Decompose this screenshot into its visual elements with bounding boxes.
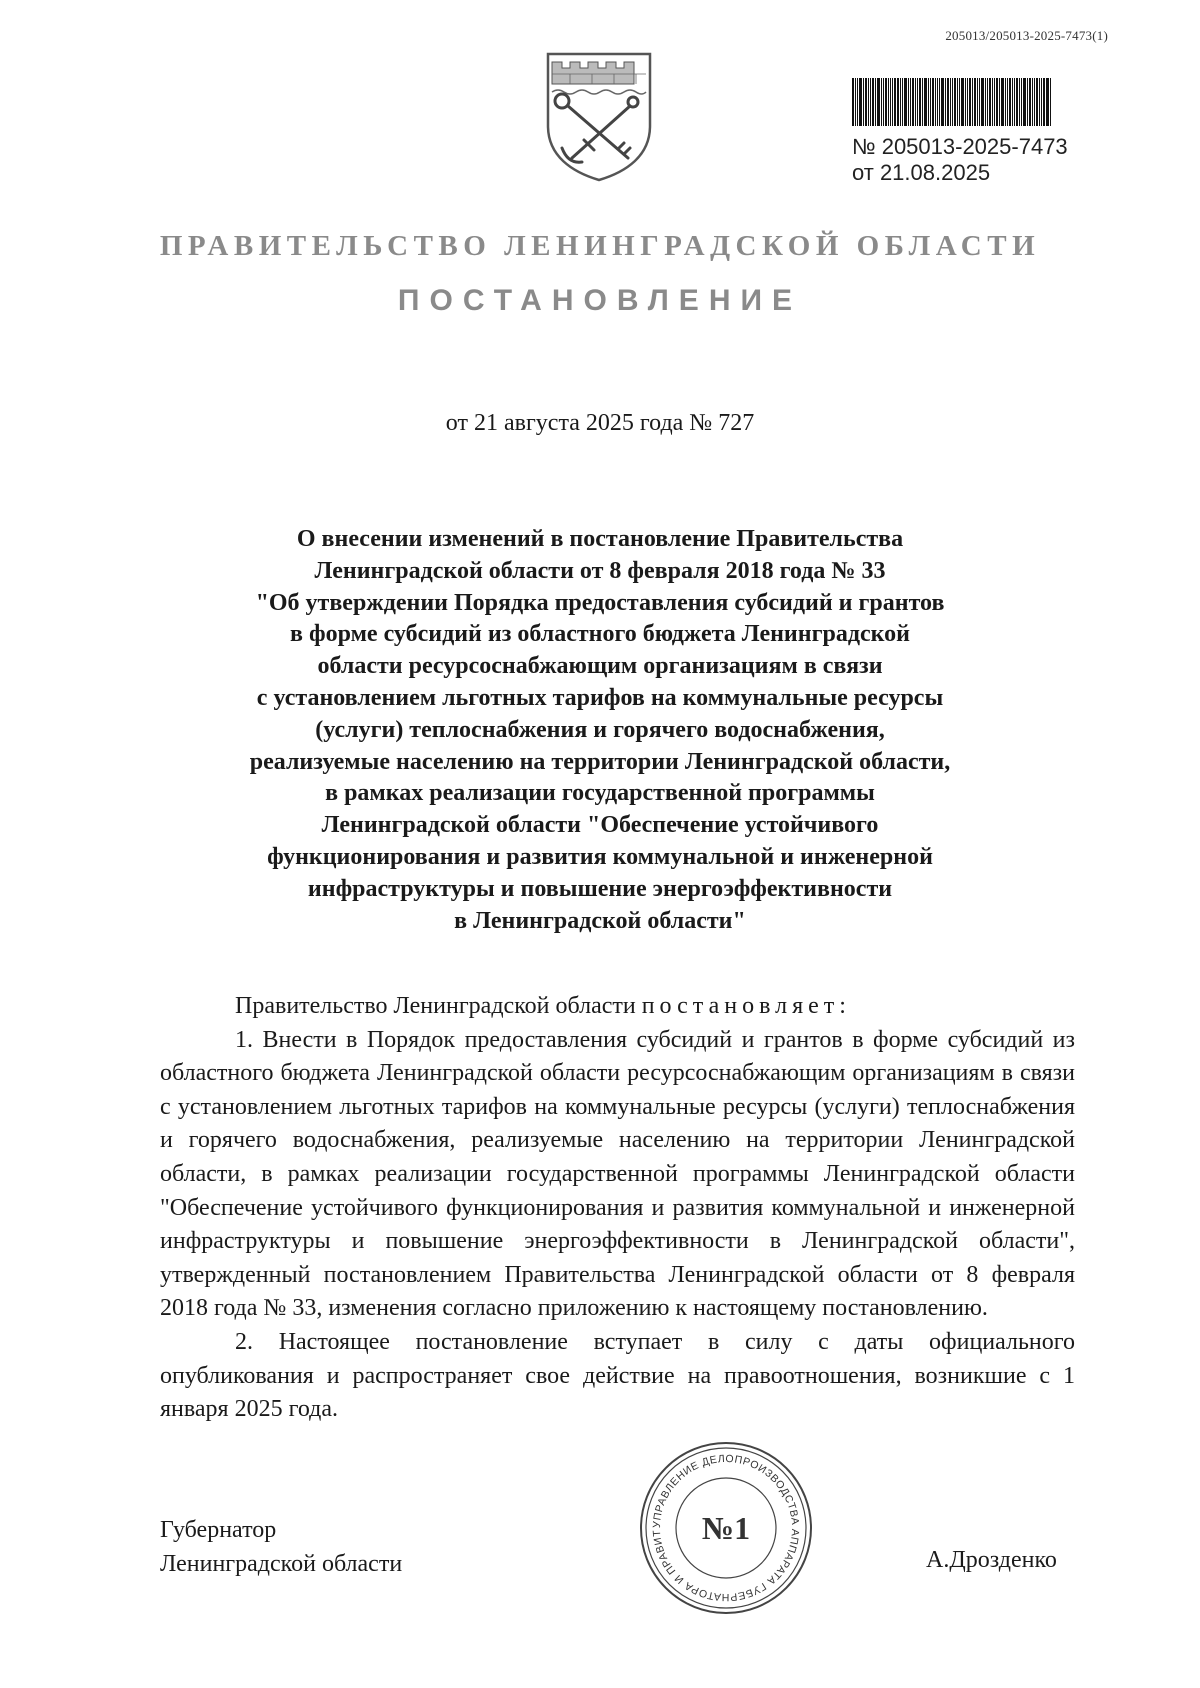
barcode-bar <box>941 78 944 126</box>
barcode-bar <box>967 78 968 126</box>
barcode-bar <box>1001 78 1004 126</box>
barcode-bar <box>1009 78 1011 126</box>
barcode-bar <box>981 78 984 126</box>
point-1: 1. Внести в Порядок предоставления субсидий и грантов в форме субсидий из областного бюджета Ленинградской области ресурсоснабжающим организациям в связи с установлением льготных тарифов на коммунальные ресурсы (услуги) теплоснабжения и горячего водоснабжения, реализуемые населению на территории Ленинградской области, в рамках реализации государственной программы Ленинградской области "Обеспечение устойчивого функционирования и развития коммунальной и инженерной инфраструктуры и повышение энергоэффективности в Ленинградской области", утвержденный постановлением Правительства Ленинградской области от 8 февраля 2018 года № 33, изменения согласно приложению к настоящему постановлению. <box>160 1026 1075 1322</box>
subject-line: в Ленинградской области" <box>454 907 746 934</box>
barcode-bar <box>900 78 901 126</box>
barcode-bar <box>924 78 927 126</box>
barcode-bar <box>996 78 998 126</box>
barcode-bar <box>875 78 876 126</box>
barcode-bar <box>1021 78 1022 126</box>
subject-line: О внесении изменений в постановление Правительства <box>296 526 904 552</box>
document-code: 205013/205013-2025-7473(1) <box>945 28 1108 43</box>
barcode-bar <box>1032 78 1033 126</box>
barcode-bar <box>979 78 980 126</box>
document-kind: ПОСТАНОВЛЕНИЕ <box>397 284 803 317</box>
barcode-bar <box>855 78 856 126</box>
barcode-bar <box>999 78 1000 126</box>
subject-line: (услуги) теплоснабжения и горячего водоснабжения, <box>315 716 885 743</box>
seal-center-number: №1 <box>701 1510 751 1546</box>
barcode-bar <box>857 78 858 126</box>
signatory-position <box>160 1513 402 1581</box>
barcode-bar <box>932 78 934 126</box>
barcode-bar <box>868 78 869 126</box>
barcode-bar <box>877 78 880 126</box>
barcode-bar <box>969 78 971 126</box>
barcode-bar <box>908 78 909 126</box>
barcode-bar <box>992 78 993 126</box>
subject-line: с установлением льготных тарифов на коммунальные ресурсы <box>256 684 944 711</box>
subject-line: области ресурсоснабжающим организациям в связи <box>317 653 883 680</box>
registration-number: № 205013-2025-7473 <box>852 134 1068 159</box>
barcode-bar <box>935 78 936 126</box>
barcode-bar <box>950 78 951 126</box>
barcode-bar <box>1041 78 1042 126</box>
barcode-bar <box>965 78 966 126</box>
barcode-bar <box>894 78 896 126</box>
barcode-bar <box>1007 78 1008 126</box>
barcode-bar <box>902 78 903 126</box>
barcode-bar <box>1023 78 1026 126</box>
position-line: Губернатор <box>160 1517 277 1543</box>
barcode-bar <box>1050 78 1051 126</box>
barcode-bar <box>915 78 916 126</box>
barcode-bar <box>945 78 946 126</box>
point-2: 2. Настоящее постановление вступает в силу с даты официального опубликования и распространяет свое действие на правоотношения, возникшие с 1 января 2025 года. <box>160 1328 1075 1423</box>
barcode-bar <box>910 78 911 126</box>
barcode-bar <box>1034 78 1035 126</box>
barcode-bar <box>897 78 899 126</box>
barcode-bar <box>947 78 949 126</box>
barcode-bar <box>1039 78 1040 126</box>
subject-line: в рамках реализации государственной программы <box>325 780 875 807</box>
barcode-bar <box>883 78 884 126</box>
barcode-bar <box>1043 78 1045 126</box>
subject-line: инфраструктуры и повышение энергоэффективности <box>307 875 893 902</box>
barcode-bar <box>937 78 938 126</box>
decree-verb: постановляет: <box>641 993 851 1019</box>
barcode-bar <box>930 78 931 126</box>
subject-line: функционирования и развития коммунальной и инженерной <box>267 843 933 870</box>
decree-lead: Правительство Ленинградской области <box>235 993 636 1019</box>
position-line: Ленинградской области <box>160 1551 403 1577</box>
barcode-bar <box>1016 78 1018 126</box>
barcode-bar <box>890 78 891 126</box>
resolution-body <box>160 990 1075 1427</box>
barcode-bar <box>912 78 914 126</box>
signatory-name: А.Дрозденко <box>926 1547 1057 1573</box>
barcode-bar <box>939 78 940 126</box>
subject-line: Ленинградской области от 8 февраля 2018 года № 33 <box>314 557 886 584</box>
barcode-bar <box>872 78 874 126</box>
barcode-bar <box>922 78 923 126</box>
barcode-bar <box>917 78 918 126</box>
barcode-bar <box>985 78 986 126</box>
barcode-bar <box>974 78 976 126</box>
barcode-bar <box>954 78 956 126</box>
barcode-bar <box>928 78 929 126</box>
barcode-bar <box>959 78 960 126</box>
subject-line: в форме субсидий из областного бюджета Ленинградской <box>290 621 910 648</box>
barcode-bar <box>961 78 964 126</box>
decree-line <box>160 990 1075 1024</box>
barcode-icon <box>852 78 1090 126</box>
barcode-bar <box>1027 78 1028 126</box>
seal-ring-text: УПРАВЛЕНИЕ ДЕЛОПРОИЗВОДСТВА АППАРАТА ГУБЕРНАТОРА И ПРАВИТ <box>650 1452 802 1604</box>
barcode-bar <box>892 78 893 126</box>
barcode-bar <box>977 78 978 126</box>
registration-date: от 21.08.2025 <box>852 160 991 185</box>
coat-of-arms-icon <box>540 48 658 184</box>
barcode-bar <box>888 78 889 126</box>
resolution-date-number: от 21 августа 2025 года № 727 <box>445 410 755 436</box>
barcode-bar <box>859 78 862 126</box>
subject-line: Ленинградской области "Обеспечение устойчивого <box>321 812 879 839</box>
barcode-bar <box>870 78 871 126</box>
barcode-bar <box>852 78 854 126</box>
barcode-bar <box>1036 78 1038 126</box>
registration-block <box>852 78 1090 186</box>
barcode-bar <box>994 78 995 126</box>
barcode-bar <box>863 78 864 126</box>
subject-line: реализуемые населению на территории Ленинградской области, <box>249 748 951 775</box>
resolution-subject <box>220 524 980 937</box>
barcode-bar <box>952 78 953 126</box>
barcode-bar <box>904 78 907 126</box>
barcode-bar <box>1012 78 1013 126</box>
barcode-bar <box>1019 78 1020 126</box>
barcode-bar <box>919 78 921 126</box>
subject-line: "Об утверждении Порядка предоставления субсидий и грантов <box>255 589 945 616</box>
barcode-bar <box>1029 78 1031 126</box>
barcode-bar <box>881 78 882 126</box>
barcode-bar <box>972 78 973 126</box>
barcode-bar <box>1005 78 1006 126</box>
barcode-bar <box>989 78 991 126</box>
barcode-bar <box>1014 78 1015 126</box>
barcode-bar <box>885 78 887 126</box>
barcode-bar <box>1046 78 1049 126</box>
official-seal-icon <box>638 1440 814 1616</box>
barcode-bar <box>957 78 958 126</box>
government-title: ПРАВИТЕЛЬСТВО ЛЕНИНГРАДСКОЙ ОБЛАСТИ <box>159 230 1041 262</box>
barcode-bar <box>987 78 988 126</box>
barcode-bar <box>865 78 867 126</box>
